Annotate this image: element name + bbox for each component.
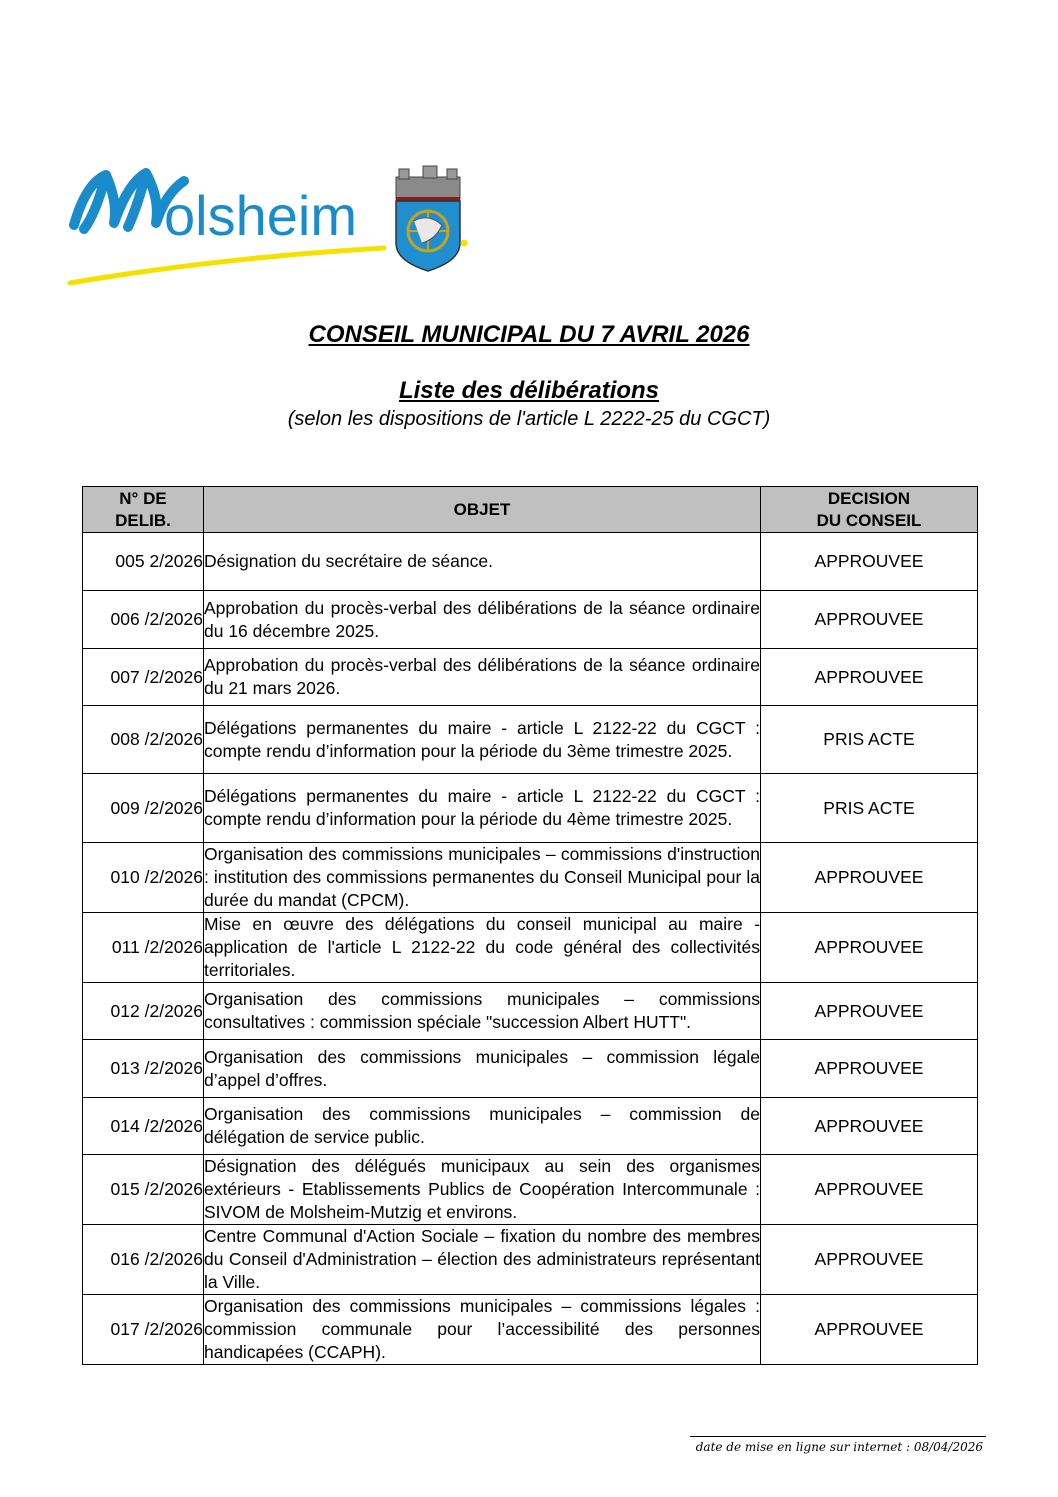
delib-objet-text: Désignation du secrétaire de séance. xyxy=(204,551,493,571)
delib-decision: APPROUVEE xyxy=(761,913,978,983)
delib-number: 012 /2/2026 xyxy=(83,983,204,1040)
delib-number: 011 /2/2026 xyxy=(83,913,204,983)
table-row xyxy=(83,649,978,706)
delib-objet-text: Approbation du procès-verbal des délibérations de la séance ordinaire du 16 décembre 2025. xyxy=(204,597,760,641)
coat-of-arms-icon xyxy=(396,166,460,271)
delib-decision: APPROUVEE xyxy=(761,1155,978,1225)
delib-number: 014 /2/2026 xyxy=(83,1098,204,1155)
delib-decision: APPROUVEE xyxy=(761,1040,978,1098)
delib-objet-text: Organisation des commissions municipales – commissions consultatives : commission spéciale "succession Albert HUTT". xyxy=(204,989,760,1032)
table-row xyxy=(83,843,978,913)
delib-number: 016 /2/2026 xyxy=(83,1225,204,1295)
logo-swoosh xyxy=(70,248,384,283)
delib-number: 017 /2/2026 xyxy=(83,1295,204,1365)
delib-number: 005 2/2026 xyxy=(83,533,204,591)
table-row xyxy=(83,1040,978,1098)
delib-objet-text: Désignation des délégués municipaux au sein des organismes extérieurs - Etablissements Publics de Coopération Intercommunale : SIVOM de Molsheim-Mutzig et environs. xyxy=(204,1156,760,1222)
delib-objet-text: Organisation des commissions municipales – commissions d'instruction : institution des commissions permanentes du Conseil Municipal pour la durée du mandat (CPCM). xyxy=(204,844,760,910)
delib-decision: APPROUVEE xyxy=(761,1225,978,1295)
delib-number: 006 /2/2026 xyxy=(83,591,204,649)
table-row xyxy=(83,591,978,649)
table-header-row xyxy=(83,487,978,533)
delib-number: 007 /2/2026 xyxy=(83,649,204,706)
delib-number: 009 /2/2026 xyxy=(83,774,204,843)
delib-number: 013 /2/2026 xyxy=(83,1040,204,1098)
page-title: CONSEIL MUNICIPAL DU 7 AVRIL 2026 xyxy=(308,321,750,348)
delib-decision: APPROUVEE xyxy=(761,533,978,591)
page-subtitle: Liste des délibérations xyxy=(398,377,660,404)
delib-objet xyxy=(204,591,761,649)
delib-decision: APPROUVEE xyxy=(761,649,978,706)
delib-objet-text: Organisation des commissions municipales – commissions légales : commission communale pour l’accessibilité des personnes handicapées (CCAPH). xyxy=(204,1296,760,1362)
table-row xyxy=(83,1098,978,1155)
table-row xyxy=(83,1295,978,1365)
molsheim-logo xyxy=(66,163,471,293)
delib-objet-text: Organisation des commissions municipales – commission légale d’appel d’offres. xyxy=(204,1046,760,1090)
column-header-decision-line2: DU CONSEIL xyxy=(816,510,922,530)
delib-objet-text: Approbation du procès-verbal des délibérations de la séance ordinaire du 21 mars 2026. xyxy=(204,655,760,698)
delib-objet xyxy=(204,913,761,983)
table-row xyxy=(83,1225,978,1295)
table-row xyxy=(83,983,978,1040)
delib-number: 010 /2/2026 xyxy=(83,843,204,913)
table-row xyxy=(83,913,978,983)
delib-decision: APPROUVEE xyxy=(761,843,978,913)
column-header-decision-line1: DECISION xyxy=(827,488,911,508)
column-header-num-line2: DELIB. xyxy=(115,510,171,530)
delib-objet-text: Centre Communal d'Action Sociale – fixation du nombre des membres du Conseil d'Administration – élection des administrateurs représentant la Ville. xyxy=(204,1226,760,1292)
delib-objet-text: Mise en œuvre des délégations du conseil municipal au maire - application de l'article L 2122-22 du code général des collectivités territoriales. xyxy=(204,914,760,980)
delib-decision: APPROUVEE xyxy=(761,983,978,1040)
delib-objet-text: Délégations permanentes du maire - article L 2122-22 du CGCT : compte rendu d’information pour la période du 4ème trimestre 2025. xyxy=(204,786,760,829)
delib-decision: APPROUVEE xyxy=(761,1098,978,1155)
delib-objet xyxy=(204,649,761,706)
column-header-num xyxy=(83,487,204,533)
table-row xyxy=(83,706,978,774)
logo-dot xyxy=(461,240,468,247)
table-row xyxy=(83,533,978,591)
legal-reference: (selon les dispositions de l'article L 2222-25 du CGCT) xyxy=(287,408,771,430)
table-row xyxy=(83,1155,978,1225)
online-publication-date: date de mise en ligne sur internet : 08/04/2026 xyxy=(695,1440,983,1454)
deliberations-table xyxy=(82,486,978,1365)
delib-objet-text: Délégations permanentes du maire - article L 2122-22 du CGCT : compte rendu d’information pour la période du 3ème trimestre 2025. xyxy=(204,717,760,761)
delib-objet xyxy=(204,774,761,843)
delib-number: 015 /2/2026 xyxy=(83,1155,204,1225)
delib-objet xyxy=(204,1225,761,1295)
table-row xyxy=(83,774,978,843)
delib-objet-text: Organisation des commissions municipales – commission de délégation de service public. xyxy=(204,1104,760,1147)
delib-objet xyxy=(204,1155,761,1225)
delib-objet xyxy=(204,983,761,1040)
molsheim-logo-graphic xyxy=(66,163,471,293)
column-header-objet: OBJET xyxy=(204,487,761,533)
delib-objet xyxy=(204,1040,761,1098)
delib-decision: PRIS ACTE xyxy=(761,706,978,774)
delib-objet xyxy=(204,843,761,913)
delib-number: 008 /2/2026 xyxy=(83,706,204,774)
column-header-num-line1: N° DE xyxy=(119,488,167,508)
delib-objet xyxy=(204,706,761,774)
delib-objet xyxy=(204,1295,761,1365)
column-header-decision xyxy=(761,487,978,533)
delib-objet xyxy=(204,1098,761,1155)
delib-decision: PRIS ACTE xyxy=(761,774,978,843)
footer-divider xyxy=(690,1436,986,1437)
delib-decision: APPROUVEE xyxy=(761,591,978,649)
delib-decision: APPROUVEE xyxy=(761,1295,978,1365)
delib-objet xyxy=(204,533,761,591)
logo-wordmark: olsheim xyxy=(164,184,357,247)
